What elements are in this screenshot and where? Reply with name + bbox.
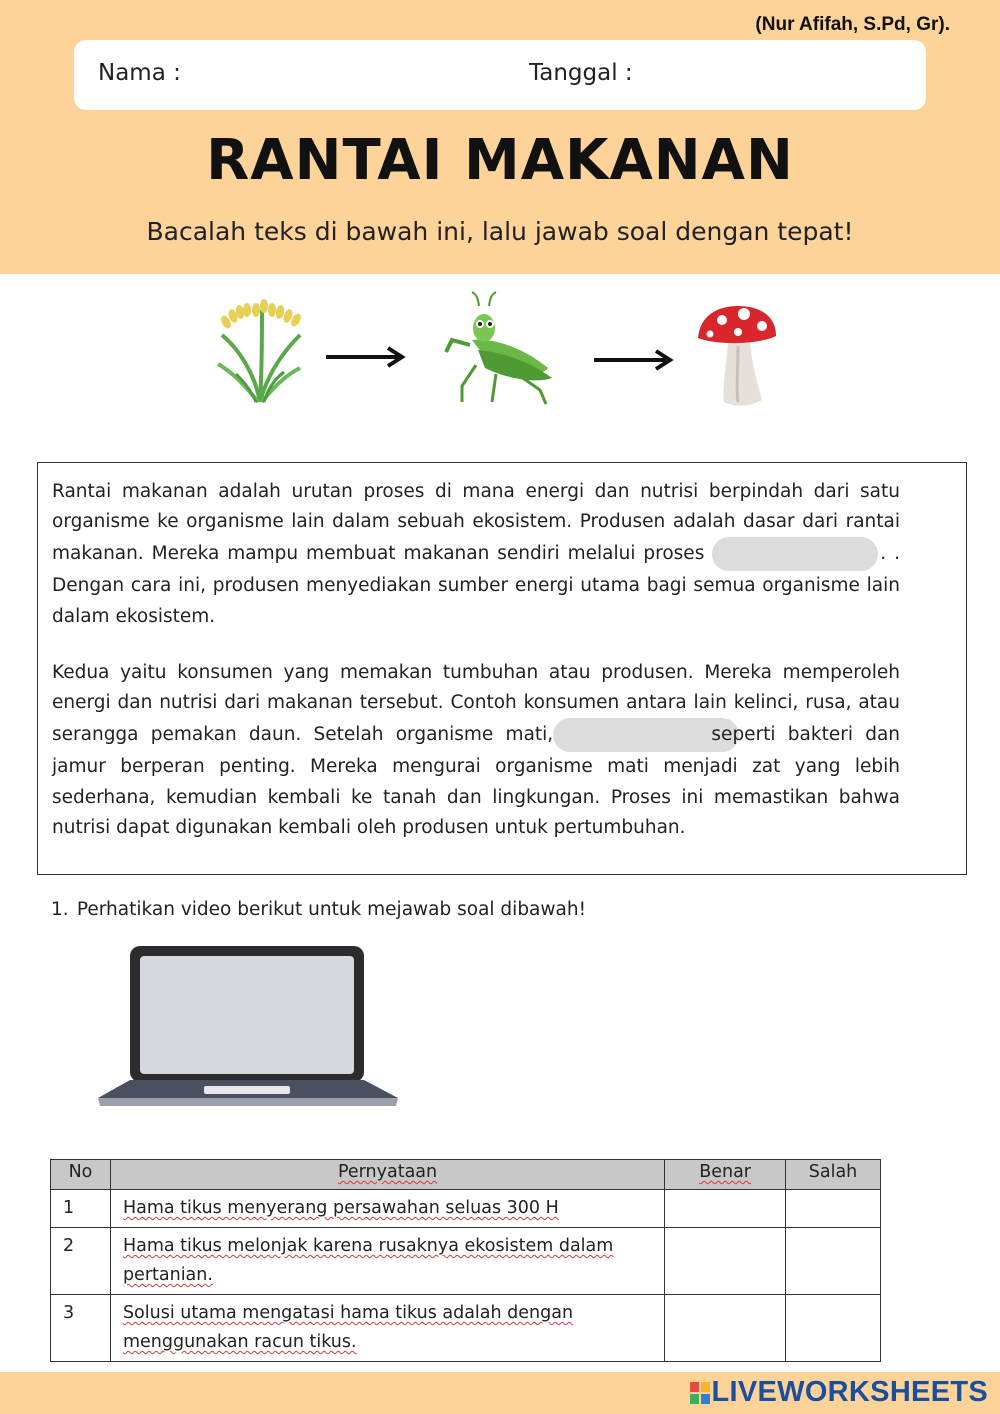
food-chain-illustration [0, 290, 1000, 430]
header-false: Salah [786, 1160, 881, 1190]
false-cell[interactable] [786, 1295, 881, 1362]
reading-text: Rantai makanan adalah urutan proses di mana energi dan nutrisi berpindah dari satu organisme ke organisme lain dalam sebuah ekosistem. Produsen adalah dasar dari rantai makanan. Mereka mampu membuat makanan sendiri melalui proses [52, 481, 900, 565]
true-cell[interactable] [665, 1295, 786, 1362]
author-credit: (Nur Afifah, S.Pd, Gr). [755, 14, 950, 35]
liveworksheets-logo[interactable] [690, 1376, 989, 1409]
table-row [51, 1228, 881, 1295]
footer-bar [0, 1372, 1000, 1414]
true-cell[interactable] [665, 1228, 786, 1295]
reading-paragraph-2 [52, 658, 900, 843]
date-label: Tanggal : [529, 60, 633, 86]
liveworksheets-icon [690, 1382, 710, 1404]
header-no: No [51, 1160, 111, 1190]
table-row [51, 1190, 881, 1228]
page-title: RANTAI MAKANAN [206, 128, 794, 193]
brand-name: LIVEWORKSHEETS [711, 1376, 988, 1408]
false-cell[interactable] [786, 1190, 881, 1228]
question-text: Perhatikan video berikut untuk mejawab soal dibawah! [76, 899, 587, 920]
table-header-row [51, 1160, 881, 1190]
false-cell[interactable] [786, 1228, 881, 1295]
rice-plant-icon [218, 299, 303, 402]
question-1 [51, 899, 586, 920]
table-row [51, 1295, 881, 1362]
reading-paragraph-1 [52, 477, 900, 632]
answer-blank-1[interactable] [712, 537, 878, 571]
row-number: 1 [51, 1190, 111, 1228]
name-label: Nama : [98, 60, 181, 86]
true-cell[interactable] [665, 1190, 786, 1228]
grasshopper-icon [446, 292, 552, 404]
reading-text: . . Dengan cara ini, produsen menyediakan sumber energi utama bagi semua organisme lain dalam ekosistem. [52, 543, 900, 627]
header-true: Benar [665, 1160, 786, 1190]
reading-text: Kedua yaitu konsumen yang memakan tumbuhan atau produsen. Mereka memperoleh energi dan nutrisi dari makanan tersebut. Contoh konsumen antara lain kelinci, rusa, atau serangga pemakan daun. Setelah organisme mati, [52, 662, 900, 746]
row-number: 2 [51, 1228, 111, 1295]
row-statement: Solusi utama mengatasi hama tikus adalah dengan menggunakan racun tikus. [110, 1295, 664, 1362]
mushroom-icon [698, 306, 776, 406]
header-statement: Pernyataan [110, 1160, 664, 1190]
header-banner [0, 0, 1000, 274]
row-statement: Hama tikus melonjak karena rusaknya ekosistem dalam pertanian. [110, 1228, 664, 1295]
statement-table [50, 1159, 881, 1362]
instruction-text: Bacalah teks di bawah ini, lalu jawab soal dengan tepat! [146, 217, 854, 246]
video-player-laptop[interactable] [92, 944, 404, 1112]
reading-text-box [37, 462, 967, 875]
row-statement: Hama tikus menyerang persawahan seluas 300 H [110, 1190, 664, 1228]
student-info-box [74, 40, 926, 110]
arrow-right-icon [326, 348, 402, 366]
question-number: 1. [51, 899, 69, 920]
reading-text: seperti bakteri dan jamur berperan penting. Mereka mengurai organisme mati menjadi zat yang lebih sederhana, kemudian kembali ke tanah dan lingkungan. Proses ini memastikan bahwa nutrisi dapat digunakan kembali oleh produsen untuk pertumbuhan. [52, 724, 901, 838]
row-number: 3 [51, 1295, 111, 1362]
arrow-right-icon [594, 351, 670, 369]
